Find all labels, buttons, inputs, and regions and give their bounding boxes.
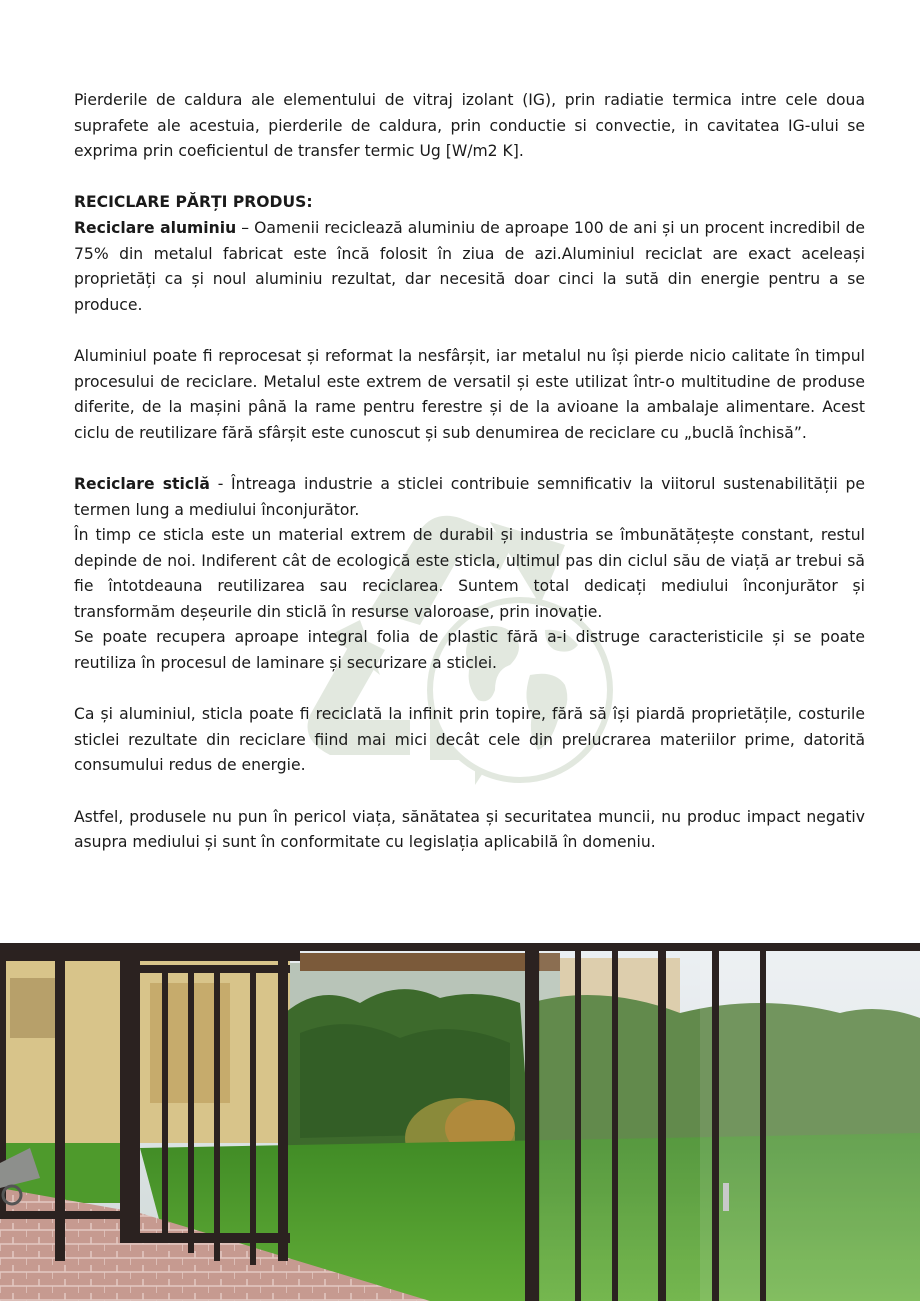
intro-paragraph: Pierderile de caldura ale elementului de vitraj izolant (IG), prin radiatie termica intre cele doua suprafete ale acestuia, pierderile de caldura, prin conductie si convectie, in cavitatea IG-ului se exprima prin coeficientul de transfer termic Ug [W/m2 K]. (74, 91, 865, 161)
glass-enclosure-garden-photo (0, 943, 920, 1301)
glass-paragraph (74, 472, 865, 523)
glass-paragraph-4: Ca și aluminiul, sticla poate fi reciclată la infinit prin topire, fără să își piardă proprietățile, costurile sticlei rezultate din reciclare fiind mai mici decât cele din prelucrarea materiilor prime, datorită consumului redus de energie. (74, 705, 865, 775)
aluminium-text: – Oamenii reciclează aluminiu de aproape 100 de ani și un procent incredibil de 75% din metalul fabricat este încă folosit în ziua de azi.Aluminiul reciclat are exact aceleași proprietăți ca și noul aluminiu rezultat, dar necesită doar cinci la sută din energie pentru a se produce. (74, 218, 866, 314)
section-heading: RECICLARE PĂRȚI PRODUS: (74, 193, 313, 212)
aluminium-paragraph-2: Aluminiul poate fi reprocesat și reformat la nesfârșit, iar metalul nu își pierde nicio calitate în timpul procesului de reciclare. Metalul este extrem de versatil și este utilizat într-o multitudine de produse diferite, de la mașini până la rame pentru ferestre și de la avioane la ambalaje alimentare. Acest ciclu de reutilizare fără sfârșit este cunoscut și sub denumirea de reciclare cu „buclă închisă”. (74, 346, 865, 442)
aluminium-paragraph (74, 216, 865, 318)
document-body (74, 88, 865, 856)
closing-paragraph: Astfel, produsele nu pun în pericol viața, sănătatea și securitatea muncii, nu produc impact negativ asupra mediului și sunt în conformitate cu legislația aplicabilă în domeniu. (74, 807, 865, 852)
glass-text: - Întreaga industrie a sticlei contribuie semnificativ la viitorul sustenabilității pe termen lung a mediului înconjurător. (74, 474, 865, 519)
glass-paragraph-3: Se poate recupera aproape integral folia de plastic fără a-i distruge caracteristicile și se poate reutiliza în procesul de laminare și securizare a sticlei. (74, 628, 865, 673)
aluminium-lead: Reciclare aluminiu (74, 218, 237, 237)
glass-lead: Reciclare sticlă (74, 474, 210, 493)
glass-paragraph-2: În timp ce sticla este un material extrem de durabil și industria se îmbunătățește constant, restul depinde de noi. Indiferent cât de ecologică este sticla, ultimul pas din ciclul său de viață ar trebui să fie întotdeauna reutilizarea sau reciclarea. Suntem total dedicați mediului înconjurător și transformăm deșeurile din sticlă în resurse valoroase, prin inovație. (74, 526, 865, 621)
